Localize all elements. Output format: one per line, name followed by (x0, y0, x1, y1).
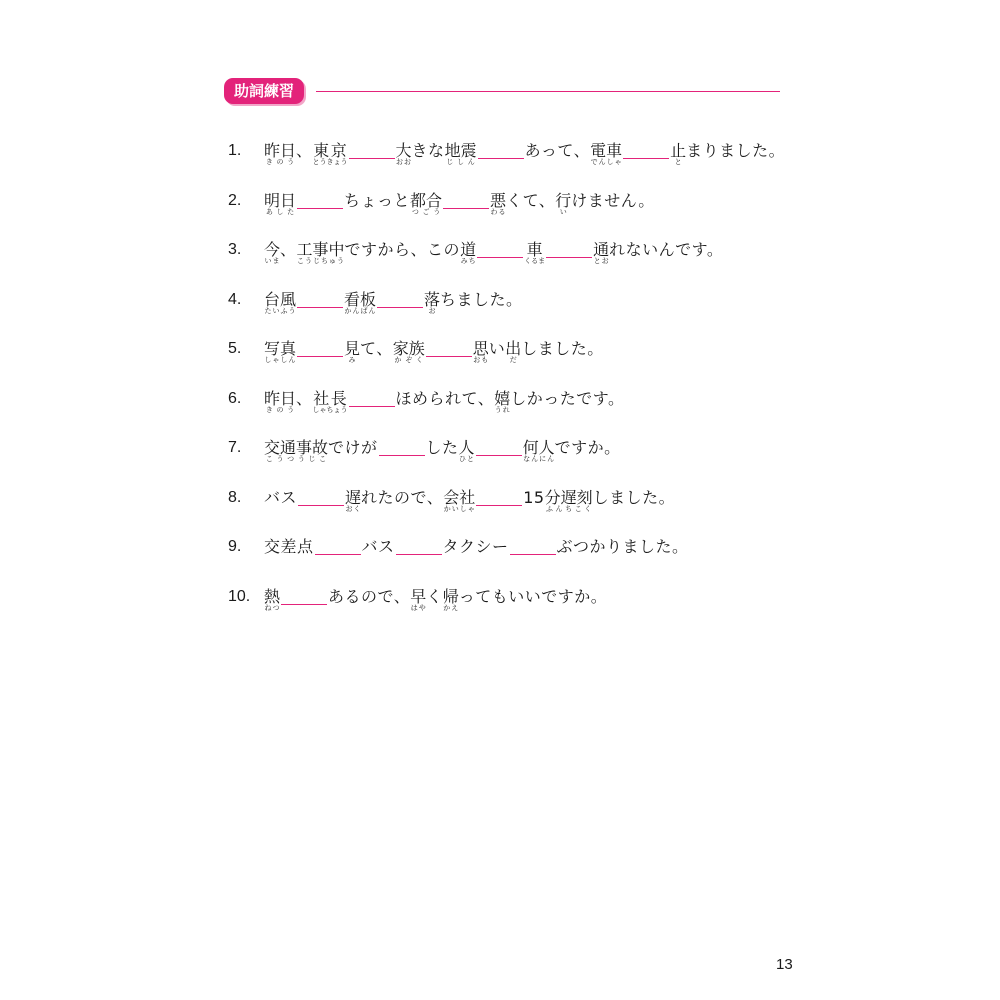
furigana: い (555, 207, 572, 216)
kanji-with-furigana (264, 583, 280, 611)
exercise-number: 5. (228, 340, 242, 357)
answer-blank[interactable] (297, 335, 343, 357)
kanji-with-furigana (264, 187, 296, 215)
furigana: かぞく (392, 356, 425, 364)
kanji-with-furigana (297, 236, 345, 264)
answer-blank[interactable] (349, 137, 395, 159)
furigana: と (670, 158, 687, 166)
exercise-sentence (264, 335, 604, 363)
kanji-with-furigana (443, 484, 475, 512)
sentence-text: れないんです。 (609, 240, 724, 259)
furigana: しゃちょう (312, 405, 348, 414)
section-title-badge: 助詞練習 (224, 78, 304, 104)
furigana: お (424, 306, 441, 315)
kanji-with-furigana (313, 137, 348, 165)
kanji-text: 見 (344, 339, 361, 358)
answer-blank[interactable] (377, 286, 423, 308)
kanji-text: 止 (670, 141, 687, 160)
answer-blank[interactable] (476, 484, 522, 506)
sentence-text: しました。 (521, 339, 604, 358)
kanji-text: 看板 (344, 289, 377, 309)
kanji-text: 車 (524, 240, 546, 259)
kanji-with-furigana (523, 434, 555, 462)
answer-blank[interactable] (349, 385, 395, 407)
furigana: なんにん (522, 455, 555, 463)
kanji-with-furigana (555, 187, 571, 215)
sentence-text: した (425, 438, 459, 457)
kanji-with-furigana (505, 335, 521, 363)
answer-blank[interactable] (510, 533, 556, 555)
kanji-text: 写真 (264, 339, 297, 358)
sentence-text: 、 (296, 141, 313, 160)
kanji-with-furigana (264, 335, 296, 363)
kanji-with-furigana (410, 583, 426, 611)
exercise-sentence (264, 187, 655, 215)
exercise-number: 3. (228, 241, 242, 258)
sentence-text: れたので、 (361, 487, 444, 507)
furigana: きのう (264, 158, 296, 166)
answer-blank[interactable] (298, 484, 344, 506)
kanji-with-furigana (264, 137, 296, 165)
kanji-text: 昨日 (264, 388, 297, 408)
kanji-text: 電車 (590, 141, 623, 160)
exercise-number: 6. (228, 389, 242, 407)
exercise-item (228, 583, 808, 633)
sentence-text: ちょっと (344, 190, 411, 210)
furigana: じしん (444, 158, 477, 166)
kanji-with-furigana (264, 236, 280, 264)
exercise-item (228, 286, 808, 336)
kanji-with-furigana (494, 385, 510, 413)
sentence-text: ちました。 (440, 289, 523, 309)
sentence-text: タクシー (442, 537, 509, 556)
kanji-text: 帰 (442, 586, 459, 606)
sentence-text: あって、 (524, 141, 591, 160)
kanji-with-furigana (593, 236, 609, 264)
furigana: みち (460, 257, 477, 265)
kanji-text: 明日 (264, 190, 297, 210)
sentence-text: く (426, 586, 443, 606)
exercise-item (228, 187, 808, 237)
furigana: つごう (410, 207, 443, 216)
sentence-text: ですか。 (554, 438, 621, 457)
kanji-text: 人 (458, 438, 475, 457)
kanji-with-furigana (424, 286, 440, 314)
kanji-text: 熱 (264, 586, 281, 606)
kanji-text: 行 (555, 190, 572, 210)
exercise-sentence (264, 533, 689, 561)
exercise-item (228, 434, 808, 484)
furigana: おも (472, 356, 489, 364)
answer-blank[interactable] (623, 137, 669, 159)
exercise-sentence (264, 434, 621, 462)
kanji-text: 落 (424, 289, 441, 309)
sentence-text: しました。 (592, 487, 676, 507)
answer-blank[interactable] (297, 286, 343, 308)
sentence-text: しかったです。 (510, 388, 625, 408)
exercise-item (228, 335, 808, 385)
furigana: おく (345, 504, 362, 513)
furigana: ねつ (264, 603, 281, 612)
exercise-sentence (264, 583, 607, 611)
kanji-text: 何人 (522, 438, 555, 457)
furigana: たいふう (264, 306, 297, 315)
kanji-text: 今 (264, 240, 281, 259)
sentence-text: きな (411, 141, 445, 160)
answer-blank[interactable] (315, 533, 361, 555)
answer-blank[interactable] (281, 583, 327, 605)
kanji-text: 道 (460, 240, 477, 259)
sentence-text: くて、 (506, 190, 556, 210)
exercise-item (228, 137, 808, 187)
sentence-text: て、 (360, 339, 393, 358)
kanji-with-furigana (264, 385, 296, 413)
kanji-text: 分遅刻 (544, 487, 593, 507)
furigana: あした (264, 207, 296, 216)
kanji-with-furigana (524, 236, 545, 264)
exercise-sentence (264, 236, 723, 264)
kanji-with-furigana (590, 137, 622, 165)
kanji-with-furigana (545, 484, 593, 512)
page-number: 13 (776, 956, 793, 973)
furigana: うれ (494, 405, 511, 414)
answer-blank[interactable] (396, 533, 442, 555)
exercise-sentence (264, 484, 675, 512)
kanji-text: 都合 (410, 190, 443, 210)
exercise-item (228, 236, 808, 286)
sentence-text: 15 (523, 487, 545, 507)
sentence-text: ほめられて、 (395, 388, 495, 408)
kanji-with-furigana (396, 137, 412, 165)
kanji-text: 大 (395, 141, 412, 160)
sentence-text: バス (361, 537, 395, 556)
kanji-with-furigana (670, 137, 686, 165)
kanji-text: 遅 (345, 487, 362, 507)
sentence-text: でけが (328, 438, 378, 457)
sentence-text: 交差点 (264, 537, 314, 556)
kanji-with-furigana (313, 385, 348, 413)
kanji-with-furigana (443, 583, 459, 611)
sentence-text: バス (264, 487, 298, 507)
section-header (224, 78, 780, 106)
kanji-with-furigana (473, 335, 489, 363)
sentence-text: ってもいいですか。 (458, 586, 608, 606)
kanji-with-furigana (345, 484, 361, 512)
furigana: こうじちゅう (296, 257, 345, 265)
furigana: いま (264, 257, 281, 265)
answer-blank[interactable] (478, 137, 524, 159)
furigana: おお (395, 158, 412, 166)
exercise-number: 1. (228, 142, 242, 159)
furigana: きのう (264, 405, 296, 414)
exercise-item (228, 484, 808, 534)
furigana: とお (593, 257, 610, 265)
furigana: とうきょう (312, 158, 348, 166)
kanji-with-furigana (344, 286, 376, 314)
furigana: かいしゃ (443, 504, 476, 513)
furigana: み (344, 356, 361, 364)
furigana: ひと (458, 455, 475, 463)
kanji-with-furigana (393, 335, 425, 363)
answer-blank[interactable] (297, 187, 343, 209)
sentence-text: まりました。 (686, 141, 786, 160)
sentence-text: 、 (280, 240, 297, 259)
exercise-sentence (264, 385, 624, 413)
sentence-text: ぶつかりました。 (556, 537, 689, 556)
exercise-number: 9. (228, 538, 242, 555)
answer-blank[interactable] (477, 236, 523, 258)
exercise-number: 10. (228, 587, 251, 605)
furigana: しゃしん (264, 356, 297, 364)
furigana: こうつうじこ (264, 455, 329, 463)
kanji-text: 悪 (490, 190, 507, 210)
answer-blank[interactable] (443, 187, 489, 209)
furigana: かえ (442, 603, 459, 612)
kanji-text: 台風 (264, 289, 297, 309)
answer-blank[interactable] (546, 236, 592, 258)
kanji-text: 通 (593, 240, 610, 259)
sentence-text: い (488, 339, 506, 358)
kanji-text: 工事中 (296, 240, 345, 259)
furigana: だ (505, 356, 522, 364)
kanji-text: 家族 (392, 339, 425, 358)
kanji-with-furigana (460, 236, 476, 264)
exercise-number: 7. (228, 439, 242, 456)
furigana: わる (490, 207, 507, 216)
header-rule (316, 91, 780, 92)
sentence-text: けません。 (571, 190, 655, 210)
furigana: くるま (524, 257, 546, 265)
kanji-text: 会社 (443, 487, 476, 507)
exercise-item (228, 533, 808, 583)
furigana: ふんちこく (544, 504, 593, 513)
kanji-text: 出 (505, 339, 522, 358)
kanji-with-furigana (459, 434, 475, 462)
kanji-with-furigana (410, 187, 442, 215)
kanji-text: 社長 (312, 388, 348, 408)
kanji-text: 東京 (312, 141, 348, 160)
sentence-text: ですから、この (344, 240, 461, 259)
sentence-text: あるので、 (328, 586, 411, 606)
answer-blank[interactable] (476, 434, 522, 456)
kanji-text: 早 (410, 586, 427, 606)
furigana: でんしゃ (590, 158, 623, 166)
kanji-text: 思 (472, 339, 489, 358)
kanji-with-furigana (264, 434, 328, 462)
exercise-number: 2. (228, 191, 242, 209)
furigana: かんばん (344, 306, 377, 315)
answer-blank[interactable] (379, 434, 425, 456)
exercise-sentence (264, 286, 523, 314)
kanji-with-furigana (490, 187, 506, 215)
furigana: はや (410, 603, 427, 612)
kanji-text: 地震 (444, 141, 477, 160)
kanji-with-furigana (344, 335, 360, 363)
sentence-text: 、 (296, 388, 313, 408)
kanji-text: 嬉 (494, 388, 511, 408)
answer-blank[interactable] (426, 335, 472, 357)
exercise-number: 8. (228, 488, 242, 506)
kanji-text: 交通事故 (264, 438, 329, 457)
exercise-item (228, 385, 808, 435)
kanji-text: 昨日 (264, 141, 297, 160)
kanji-with-furigana (445, 137, 477, 165)
exercise-list (228, 137, 808, 632)
exercise-sentence (264, 137, 785, 165)
kanji-with-furigana (264, 286, 296, 314)
exercise-number: 4. (228, 290, 242, 308)
